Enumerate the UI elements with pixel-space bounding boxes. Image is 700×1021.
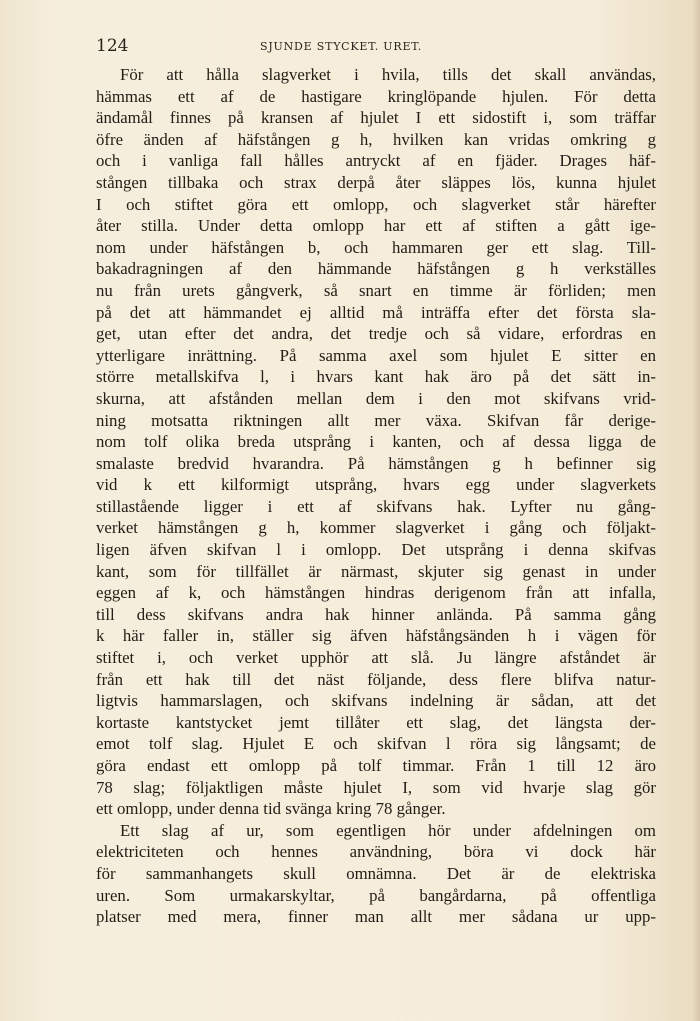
text-line: verket hämstången g h, kommer slagverket i gång och följakt- [96, 518, 656, 538]
text-line: ett omlopp, under denna tid svänga kring 78 gånger. [96, 799, 446, 819]
text-line: göra endast ett omlopp på tolf timmar. Från 1 till 12 äro [96, 756, 656, 775]
text-line: platser med mera, finner man allt mer sådana ur upp- [96, 907, 656, 927]
page-number: 124 [96, 36, 129, 56]
body-text [96, 64, 656, 928]
text-line: åter stilla. Under detta omlopp har ett af stiften a gått ige- [96, 216, 656, 236]
text-line: från ett hak till det näst följande, dess flere blifva natur- [96, 669, 656, 689]
text-line: stiftet i, och verket upphör att slå. Ju längre afståndet är [96, 648, 656, 668]
text-line: smalaste bredvid hvarandra. På hämstången g h befinner sig [96, 453, 656, 473]
page-header [96, 36, 656, 60]
text-line: Ett slag af ur, som egentligen hör under afdelningen om [120, 820, 656, 840]
text-line: ligtvis hammarslagen, och skifvans indelning är sådan, att det [96, 691, 656, 711]
text-line: get, utan efter det andra, det tredje och så vidare, erfordras en [96, 324, 656, 344]
paragraph-2 [96, 820, 656, 928]
text-line: 78 slag; följaktligen måste hjulet I, som vid hvarje slag gör [96, 777, 656, 797]
text-line: eggen af k, och hämstången hindras derigenom från att infalla, [96, 583, 656, 603]
paragraph-1 [96, 64, 656, 820]
text-line: k här faller in, ställer sig äfven häfstångsänden h i vägen för [96, 626, 656, 646]
text-line: kortaste kantstycket jemt tillåter ett slag, det längsta der- [96, 712, 656, 732]
text-line: öfre änden af häfstången g h, hvilken kan vridas omkring g [96, 129, 656, 149]
text-line: för sammanhangets skull omnämna. Det är de elektriska [96, 863, 656, 883]
text-line: och i vanliga fall hålles antryckt af en fjäder. Drages häf- [96, 151, 656, 171]
text-line: För att hålla slagverket i hvila, tills det skall användas, [120, 65, 656, 84]
text-line: emot tolf slag. Hjulet E och skifvan l röra sig långsamt; de [96, 734, 656, 754]
text-line: på det att hämmandet ej alltid må inträffa efter det första sla- [96, 302, 656, 322]
text-line: stillastående ligger i ett af skifvans hak. Lyfter nu gång- [96, 496, 656, 516]
text-line: uren. Som urmakarskyltar, på bangårdarna, på offentliga [96, 885, 656, 905]
text-line: kant, som för tillfället är närmast, skjuter sig genast in under [96, 561, 656, 581]
text-line: hämmas ett af de hastigare kringlöpande hjulen. För detta [96, 86, 656, 106]
text-line: nom under häfstången b, och hammaren ger ett slag. Till- [96, 237, 656, 257]
text-line: nom tolf olika breda utsprång i kanten, och af dessa ligga de [96, 432, 656, 452]
text-line: skurna, att afstånden mellan dem i den mot skifvans vrid- [96, 388, 656, 408]
text-line: vid k ett kilformigt utsprång, hvars egg under slagverkets [96, 475, 656, 495]
text-line: ning motsatta riktningen allt mer växa. Skifvan får derige- [96, 410, 656, 430]
text-line: nu från urets gångverk, så snart en timme är förliden; men [96, 280, 656, 300]
text-line: ligen äfven skifvan l i omlopp. Det utsprång i denna skifvas [96, 540, 656, 560]
running-head: SJUNDE STYCKET. URET. [260, 40, 423, 53]
text-line: elektriciteten och hennes användning, böra vi dock här [96, 842, 656, 862]
text-line: I och stiftet göra ett omlopp, och slagverket står härefter [96, 194, 656, 214]
text-line: ytterligare inrättning. På samma axel som hjulet E sitter en [96, 345, 656, 365]
text-line: bakadragningen af den hämmande häfstången g h verkställes [96, 259, 656, 279]
text-line: stången tillbaka och strax derpå åter släppes lös, kunna hjulet [96, 172, 656, 192]
text-line: till dess skifvans andra hak hinner anlända. På samma gång [96, 604, 656, 624]
text-line: ändamål finnes på kransen af hjulet I ett sidostift i, som träffar [96, 108, 656, 128]
text-line: större metallskifva l, i hvars kant hak äro på det sätt in- [96, 367, 656, 387]
